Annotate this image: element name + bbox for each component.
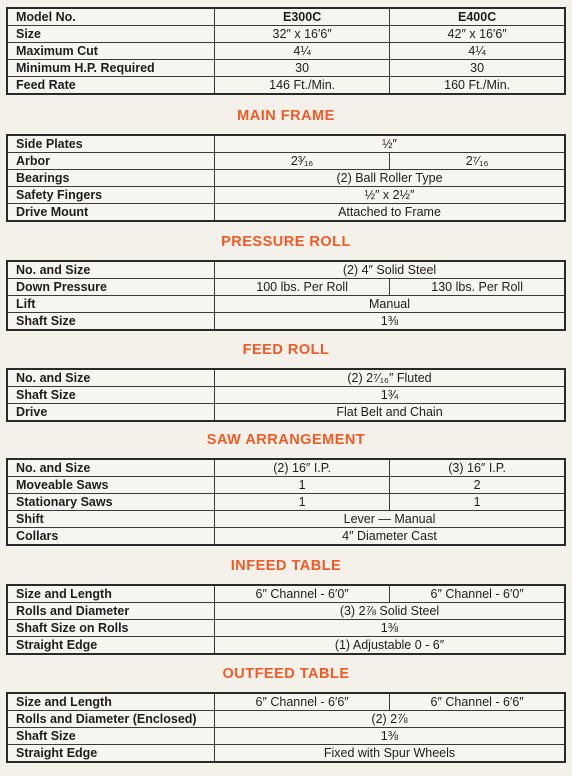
table-row <box>7 204 565 222</box>
row-label: Size <box>7 26 215 43</box>
table-row <box>7 279 565 296</box>
model-b-value: 2⁷⁄₁₆ <box>390 153 565 170</box>
row-label: Arbor <box>7 153 215 170</box>
shared-value: (1) Adjustable 0 - 6″ <box>215 637 566 655</box>
row-label: Bearings <box>7 170 215 187</box>
section-title-infeed-table: INFEED TABLE <box>230 558 342 574</box>
row-label: Drive Mount <box>7 204 215 222</box>
row-label: Shift <box>7 511 215 528</box>
model-b-value: 30 <box>390 60 565 77</box>
section-title-outfeed-table: OUTFEED TABLE <box>222 666 350 682</box>
table-row <box>7 369 565 387</box>
model-a-value: 1 <box>215 477 390 494</box>
table-row <box>7 387 565 404</box>
table-row <box>7 43 565 60</box>
table-row <box>7 528 565 546</box>
shared-value: 1⅜ <box>215 620 566 637</box>
table-row <box>7 135 565 153</box>
table-row <box>7 459 565 477</box>
shared-value: (2) 2⁷⁄₁₆″ Fluted <box>215 369 566 387</box>
model-a-value: 6″ Channel - 6′0″ <box>215 585 390 603</box>
main-frame-table <box>6 134 566 222</box>
model-a-value: 2³⁄₁₆ <box>215 153 390 170</box>
shared-value: ½″ <box>215 135 566 153</box>
feed-roll-table <box>6 368 566 422</box>
table-row <box>7 60 565 77</box>
shared-value: Fixed with Spur Wheels <box>215 745 566 763</box>
row-label: Straight Edge <box>7 745 215 763</box>
row-label: No. and Size <box>7 369 215 387</box>
table-row <box>7 26 565 43</box>
model-b-name: E400C <box>390 8 565 26</box>
table-row <box>7 261 565 279</box>
shared-value: Lever — Manual <box>215 511 566 528</box>
model-b-value: 6″ Channel - 6′6″ <box>390 693 565 711</box>
saw-arrangement-table <box>6 458 566 546</box>
shared-value: Flat Belt and Chain <box>215 404 566 422</box>
section-title-pressure-roll: PRESSURE ROLL <box>221 234 351 250</box>
shared-value: Manual <box>215 296 566 313</box>
row-label: Shaft Size <box>7 728 215 745</box>
row-label: Rolls and Diameter <box>7 603 215 620</box>
table-row <box>7 296 565 313</box>
table-row <box>7 603 565 620</box>
shared-value: Attached to Frame <box>215 204 566 222</box>
shared-value: 1¾ <box>215 387 566 404</box>
model-a-value: 30 <box>215 60 390 77</box>
outfeed-table-specs <box>6 692 566 763</box>
table-row <box>7 693 565 711</box>
model-a-value: 4¼ <box>215 43 390 60</box>
table-row <box>7 153 565 170</box>
row-label: Minimum H.P. Required <box>7 60 215 77</box>
row-label: Drive <box>7 404 215 422</box>
pressure-roll-table <box>6 260 566 331</box>
row-label: Maximum Cut <box>7 43 215 60</box>
row-label: Shaft Size <box>7 313 215 331</box>
shared-value: (2) Ball Roller Type <box>215 170 566 187</box>
table-row <box>7 511 565 528</box>
model-b-value: 42″ x 16′6″ <box>390 26 565 43</box>
table-row <box>7 187 565 204</box>
table-row <box>7 8 565 26</box>
shared-value: (3) 2⅞ Solid Steel <box>215 603 566 620</box>
row-label: Size and Length <box>7 585 215 603</box>
model-a-value: 146 Ft./Min. <box>215 77 390 95</box>
row-label: Shaft Size on Rolls <box>7 620 215 637</box>
shared-value: 4″ Diameter Cast <box>215 528 566 546</box>
shared-value: (2) 2⅞ <box>215 711 566 728</box>
section-title-feed-roll: FEED ROLL <box>242 342 330 358</box>
model-a-value: (2) 16″ I.P. <box>215 459 390 477</box>
model-b-value: 160 Ft./Min. <box>390 77 565 95</box>
model-a-value: 6″ Channel - 6′6″ <box>215 693 390 711</box>
table-row <box>7 313 565 331</box>
section-title-saw-arrangement: SAW ARRANGEMENT <box>206 432 366 448</box>
model-b-value: 1 <box>390 494 565 511</box>
row-label: Feed Rate <box>7 77 215 95</box>
shared-value: 1⅜ <box>215 313 566 331</box>
model-a-value: 32″ x 16′6″ <box>215 26 390 43</box>
row-label: Shaft Size <box>7 387 215 404</box>
row-label: Down Pressure <box>7 279 215 296</box>
row-label: Side Plates <box>7 135 215 153</box>
model-b-value: 4¼ <box>390 43 565 60</box>
row-label: No. and Size <box>7 261 215 279</box>
model-b-value: 2 <box>390 477 565 494</box>
table-row <box>7 77 565 95</box>
row-label: Rolls and Diameter (Enclosed) <box>7 711 215 728</box>
table-row <box>7 620 565 637</box>
shared-value: ½″ x 2½″ <box>215 187 566 204</box>
table-row <box>7 711 565 728</box>
model-a-name: E300C <box>215 8 390 26</box>
model-spec-table <box>6 7 566 95</box>
table-row <box>7 494 565 511</box>
model-b-value: (3) 16″ I.P. <box>390 459 565 477</box>
row-label: Safety Fingers <box>7 187 215 204</box>
row-label: Collars <box>7 528 215 546</box>
model-b-value: 6″ Channel - 6′0″ <box>390 585 565 603</box>
model-a-value: 1 <box>215 494 390 511</box>
row-label: No. and Size <box>7 459 215 477</box>
row-label: Straight Edge <box>7 637 215 655</box>
shared-value: (2) 4″ Solid Steel <box>215 261 566 279</box>
row-label: Stationary Saws <box>7 494 215 511</box>
row-label: Lift <box>7 296 215 313</box>
shared-value: 1⅜ <box>215 728 566 745</box>
table-row <box>7 404 565 422</box>
table-row <box>7 170 565 187</box>
row-label: Size and Length <box>7 693 215 711</box>
table-row <box>7 637 565 655</box>
table-row <box>7 477 565 494</box>
table-row <box>7 585 565 603</box>
table-row <box>7 728 565 745</box>
table-row <box>7 745 565 763</box>
row-label: Moveable Saws <box>7 477 215 494</box>
model-a-value: 100 lbs. Per Roll <box>215 279 390 296</box>
model-b-value: 130 lbs. Per Roll <box>390 279 565 296</box>
infeed-table-specs <box>6 584 566 655</box>
row-label: Model No. <box>7 8 215 26</box>
section-title-main-frame: MAIN FRAME <box>237 108 335 124</box>
